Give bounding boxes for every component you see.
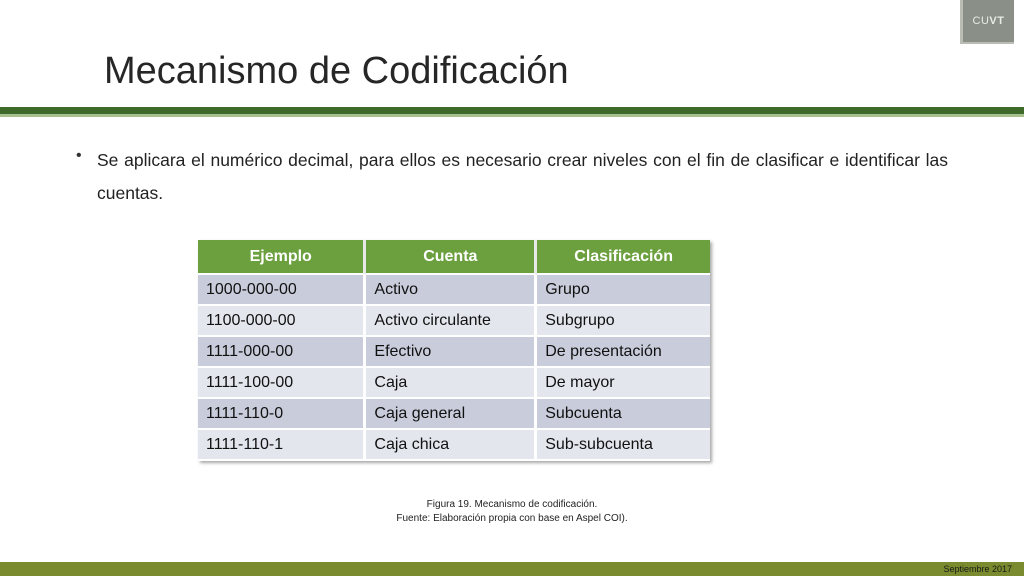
cell-ejemplo: 1100-000-00 (198, 306, 366, 337)
table-row (198, 368, 710, 399)
slide-title: Mecanismo de Codificación (104, 50, 569, 92)
table-row (198, 430, 710, 461)
cell-ejemplo: 1111-110-0 (198, 399, 366, 430)
table-row (198, 275, 710, 306)
cell-cuenta: Caja chica (366, 430, 537, 461)
footer-date: Septiembre 2017 (943, 564, 1012, 574)
cell-cuenta: Activo (366, 275, 537, 306)
cell-ejemplo: 1000-000-00 (198, 275, 366, 306)
cell-cuenta: Caja (366, 368, 537, 399)
cell-clasificacion: De presentación (537, 337, 710, 368)
cell-ejemplo: 1111-000-00 (198, 337, 366, 368)
cell-cuenta: Efectivo (366, 337, 537, 368)
header-clasificacion: Clasificación (537, 240, 710, 275)
title-divider (0, 107, 1024, 114)
bullet-item (76, 144, 948, 210)
cell-ejemplo: 1111-110-1 (198, 430, 366, 461)
table-header-row (198, 240, 710, 275)
cell-cuenta: Caja general (366, 399, 537, 430)
table-row (198, 399, 710, 430)
header-cuenta: Cuenta (366, 240, 537, 275)
footer-bar (0, 562, 1024, 576)
logo (960, 0, 1014, 44)
table-row (198, 306, 710, 337)
cell-clasificacion: Subgrupo (537, 306, 710, 337)
logo-text (973, 15, 1005, 27)
codification-table (198, 240, 710, 461)
bullet-icon: • (76, 147, 82, 164)
cell-cuenta: Activo circulante (366, 306, 537, 337)
cell-clasificacion: De mayor (537, 368, 710, 399)
cell-clasificacion: Sub-subcuenta (537, 430, 710, 461)
table-row (198, 337, 710, 368)
logo-suffix: VT (989, 15, 1005, 27)
header-ejemplo: Ejemplo (198, 240, 366, 275)
cell-clasificacion: Subcuenta (537, 399, 710, 430)
logo-prefix: CU (972, 15, 990, 27)
cell-ejemplo: 1111-100-00 (198, 368, 366, 399)
figure-caption: Figura 19. Mecanismo de codificación. (426, 499, 598, 510)
cell-clasificacion: Grupo (537, 275, 710, 306)
bullet-text: Se aplicara el numérico decimal, para ellos es necesario crear niveles con el fin de clasificar e identificar las cuentas. (97, 150, 948, 203)
figure-source: Fuente: Elaboración propia con base en Aspel COI). (396, 513, 628, 524)
title-divider-accent (0, 114, 1024, 117)
